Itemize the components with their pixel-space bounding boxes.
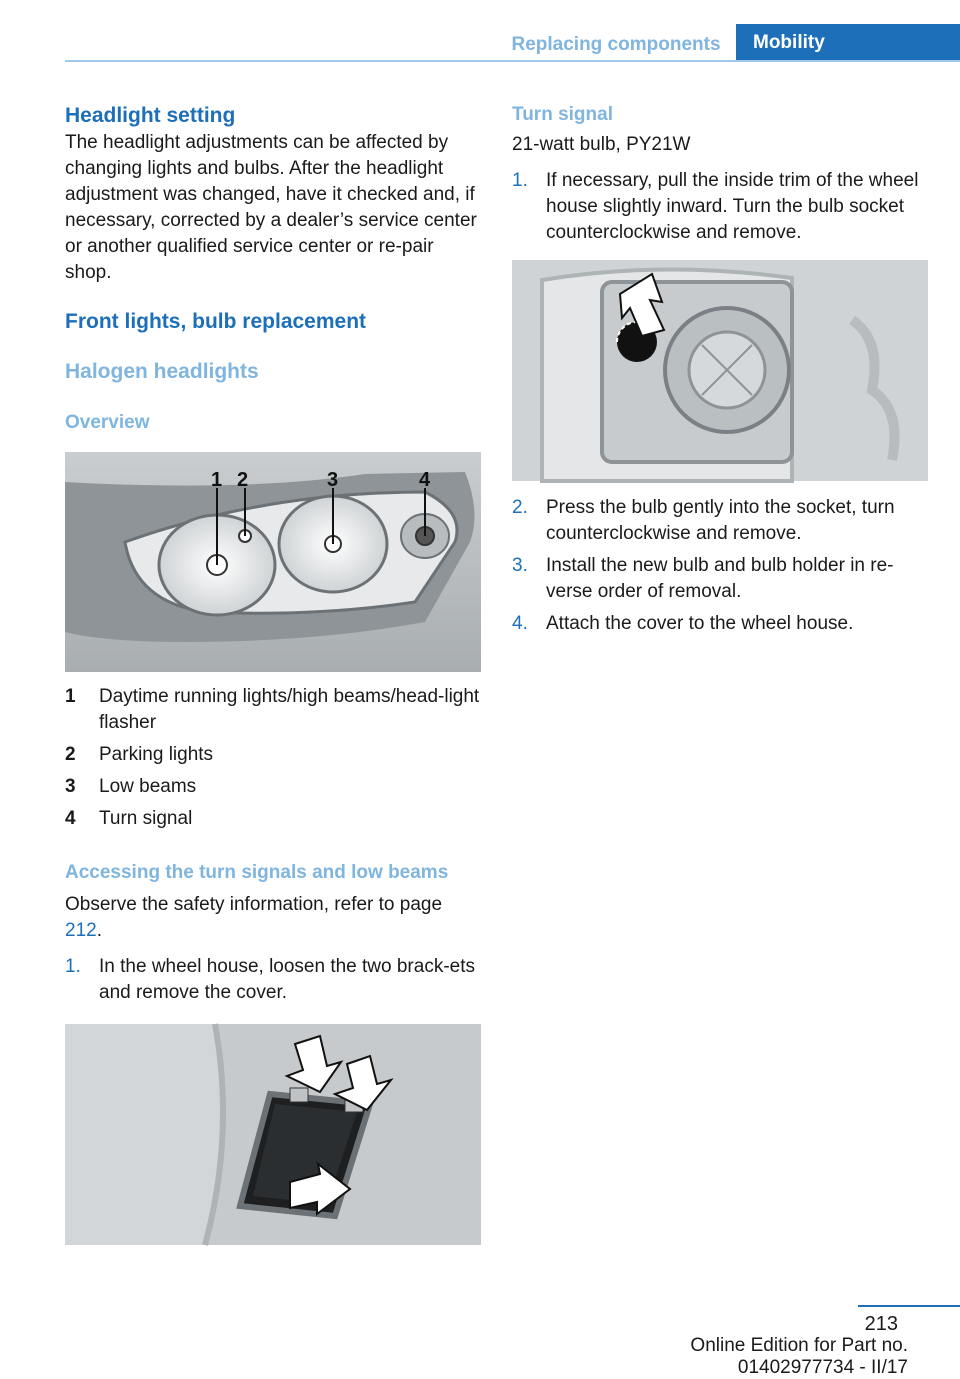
step-item: [512, 553, 928, 605]
safety-page-link[interactable]: 212: [65, 920, 97, 941]
header-section-title: Replacing components: [511, 34, 721, 55]
bulb-socket-illustration: [512, 260, 928, 481]
callout-2: 2: [237, 469, 249, 491]
turn-signal-steps-b: [512, 495, 928, 637]
step-text: If necessary, pull the inside trim of the wheel house slightly inward. Turn the bulb socket counterclockwise and remove.: [546, 170, 919, 243]
headlight-setting-body: The headlight adjustments can be affected by changing lights and bulbs. After the headlight adjustment was changed, have it checked and, if necessary, corrected by a dealer’s service center or another qualified service center or re-pair shop.: [65, 132, 477, 283]
safety-end: .: [96, 920, 102, 941]
safety-info: [65, 892, 481, 944]
step-num: 1.: [65, 956, 81, 977]
step-item: [512, 168, 928, 246]
overview-title: Overview: [65, 412, 150, 433]
headlight-illustration: [65, 452, 481, 672]
legend-item: [65, 742, 481, 768]
turn-signal-title: Turn signal: [512, 104, 613, 125]
footer-rule: [858, 1305, 960, 1307]
step-num: 3.: [512, 555, 528, 576]
headlight-setting-title: Headlight setting: [65, 104, 236, 127]
legend-text: Parking lights: [99, 744, 214, 765]
callout-3: 3: [327, 469, 339, 491]
header-chapter-tab: Mobility: [736, 24, 960, 61]
step-text: Install the new bulb and bulb holder in re-verse order of removal.: [546, 555, 894, 602]
accessing-steps: [65, 954, 481, 1006]
legend-item: [65, 806, 481, 832]
legend-item: [65, 774, 481, 800]
step-num: 1.: [512, 170, 528, 191]
safety-text: Observe the safety information, refer to page: [65, 894, 443, 915]
step-text: In the wheel house, loosen the two brack-ets and remove the cover.: [99, 956, 476, 1003]
page-number: 213: [864, 1313, 898, 1335]
step-num: 4.: [512, 613, 528, 634]
step-num: 2.: [512, 497, 528, 518]
bulb-socket-figure: [512, 260, 928, 481]
step-item: [65, 954, 481, 1006]
wheel-house-figure: [65, 1024, 481, 1245]
callout-1: 1: [211, 469, 223, 491]
step-text: Attach the cover to the wheel house.: [546, 613, 854, 634]
figure-legend: [65, 684, 481, 832]
step-item: [512, 495, 928, 547]
legend-text: Low beams: [99, 776, 197, 797]
bulb-type: 21-watt bulb, PY21W: [512, 134, 691, 155]
legend-text: Turn signal: [99, 808, 193, 829]
right-column: [512, 102, 928, 643]
step-item: [512, 611, 928, 637]
halogen-title: Halogen headlights: [65, 360, 259, 383]
wheel-house-illustration: [65, 1024, 481, 1245]
accessing-title: Accessing the turn signals and low beams: [65, 862, 449, 883]
turn-signal-steps-a: [512, 168, 928, 246]
callout-4: 4: [419, 469, 431, 491]
legend-num: 4: [65, 808, 76, 829]
front-lights-title: Front lights, bulb replacement: [65, 310, 367, 333]
legend-num: 3: [65, 776, 76, 797]
headlight-overview-figure: [65, 452, 481, 672]
step-text: Press the bulb gently into the socket, turn counterclockwise and remove.: [546, 497, 895, 544]
header-rule: [65, 60, 960, 62]
left-column: [65, 102, 481, 1245]
legend-num: 1: [65, 686, 76, 707]
legend-item: [65, 684, 481, 736]
legend-text: Daytime running lights/high beams/head-light flasher: [99, 686, 480, 733]
legend-num: 2: [65, 744, 76, 765]
edition-note: Online Edition for Part no. 01402977734 - II/17: [690, 1335, 908, 1378]
